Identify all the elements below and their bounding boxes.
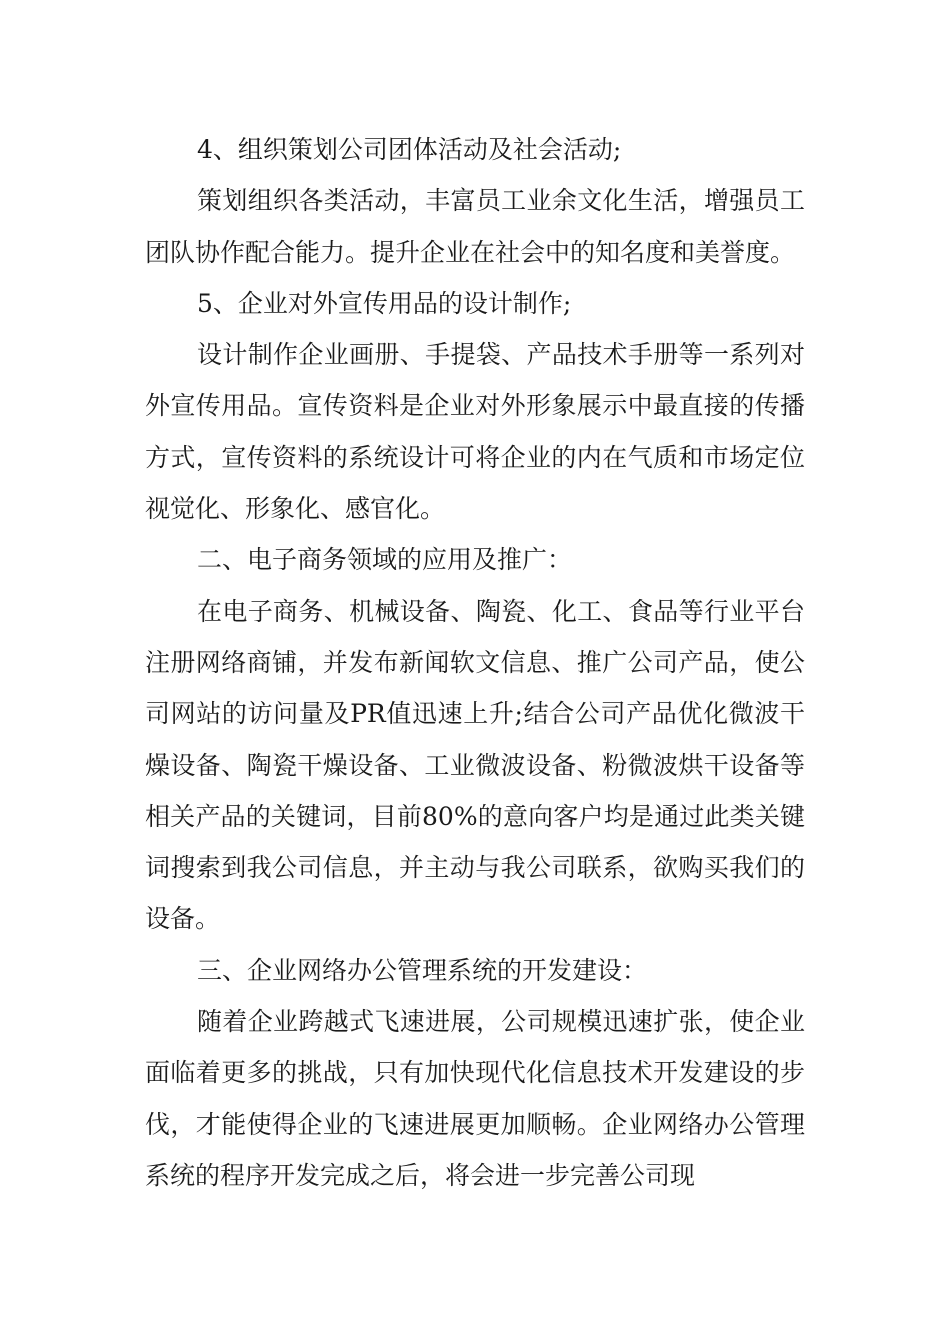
- list-heading-5: 5、企业对外宣传用品的设计制作;: [197, 288, 572, 318]
- paragraph: 策划组织各类活动，丰富员工业余文化生活，增强员工团队协作配合能力。提升企业在社会中的知名度和美誉度。: [145, 186, 805, 267]
- section-heading-2: 二、电子商务领域的应用及推广：: [197, 545, 573, 575]
- document-body: [145, 124, 805, 1201]
- section-heading-3: 三、企业网络办公管理系统的开发建设：: [197, 955, 648, 985]
- paragraph: 设计制作企业画册、手提袋、产品技术手册等一系列对外宣传用品。宣传资料是企业对外形象展示中最直接的传播方式，宣传资料的系统设计可将企业的内在气质和市场定位视觉化、形象化、感官化。: [145, 340, 805, 524]
- paragraph: 随着企业跨越式飞速进展，公司规模迅速扩张，使企业面临着更多的挑战，只有加快现代化信息技术开发建设的步伐，才能使得企业的飞速进展更加顺畅。企业网络办公管理系统的程序开发完成之后，将会进一步完善公司现: [145, 1007, 805, 1190]
- paragraph: 在电子商务、机械设备、陶瓷、化工、食品等行业平台注册网络商铺，并发布新闻软文信息、推广公司产品，使公司网站的访问量及PR值迅速上升;结合公司产品优化微波干燥设备、陶瓷干燥设备、工业微波设备、粉微波烘干设备等相关产品的关键词，目前80%的意向客户均是通过此类关键词搜索到我公司信息，并主动与我公司联系，欲购买我们的设备。: [145, 596, 805, 934]
- list-heading-4: 4、组织策划公司团体活动及社会活动;: [197, 135, 622, 164]
